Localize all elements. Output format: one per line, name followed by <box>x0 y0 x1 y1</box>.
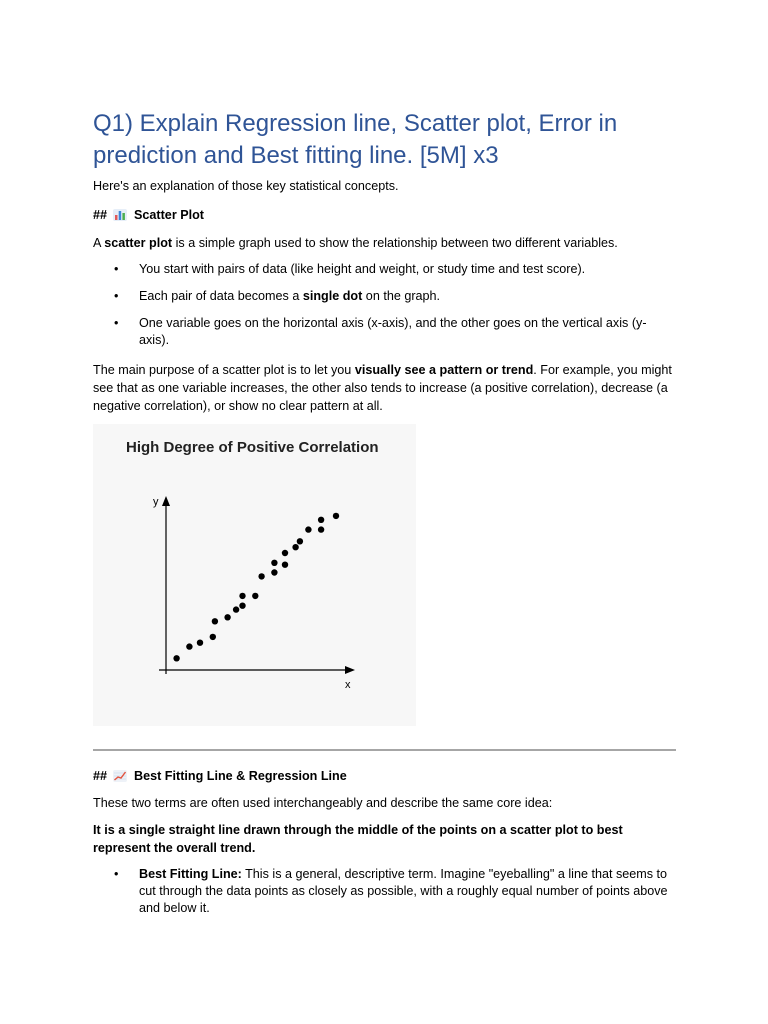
text-run: One variable goes on the horizontal axis (x-axis), and the other goes on the vertical axis (y-axis). <box>139 316 647 347</box>
scatter-point-4 <box>210 634 216 640</box>
scatter-point-11 <box>258 573 264 579</box>
text-run: The main purpose of a scatter plot is to let you <box>93 363 355 377</box>
scatter-point-17 <box>297 538 303 544</box>
scatter-point-2 <box>186 643 192 649</box>
intro-text: Here's an explanation of those key statistical concepts. <box>93 179 399 193</box>
heading-hash: ## <box>93 769 108 783</box>
scatter-point-12 <box>271 569 277 575</box>
best-fit-statement: It is a single straight line drawn through the middle of the points on a scatter plot to best represent the overall trend. <box>93 823 623 855</box>
data-points <box>173 513 339 662</box>
list-item <box>93 288 676 305</box>
scatter-point-9 <box>239 593 245 599</box>
section-divider <box>93 749 676 751</box>
scatter-chart <box>93 424 416 726</box>
scatter-purpose <box>93 361 676 415</box>
chart-title: High Degree of Positive Correlation <box>126 439 379 456</box>
y-axis-arrow <box>162 496 170 506</box>
scatter-point-13 <box>271 560 277 566</box>
scatter-bullets <box>93 261 676 349</box>
list-item <box>93 261 676 278</box>
scatter-point-14 <box>282 562 288 568</box>
text-run: is a simple graph used to show the relationship between two different variables. <box>172 236 618 250</box>
question-title: Q1) Explain Regression line, Scatter plot, Error in prediction and Best fitting line. [5M] x3 <box>93 110 618 169</box>
scatter-point-10 <box>252 593 258 599</box>
bold-term: Best Fitting Line: <box>139 867 242 881</box>
bold-term: single dot <box>302 289 363 303</box>
bar-chart-icon <box>113 209 127 221</box>
text-run: This is a general, descriptive term. Imagine "eyeballing" a line that seems to cut through the data points as closely as possible, with a roughly equal number of points above and below it. <box>139 867 668 915</box>
scatter-figure <box>93 424 416 726</box>
trend-line-icon <box>113 770 127 782</box>
text-run: on the graph. <box>362 289 441 303</box>
scatter-point-19 <box>318 526 324 532</box>
text-run: . For example, you might see that as one variable increases, the other also tends to increase (a positive correlation), decrease (a negative correlation), or show no clear pattern at all. <box>93 363 672 413</box>
scatter-point-5 <box>212 618 218 624</box>
text-run: You start with pairs of data (like height and weight, or study time and test score). <box>139 262 586 276</box>
text-run: Each pair of data becomes a <box>139 289 303 303</box>
scatter-point-8 <box>239 603 245 609</box>
text-run: A <box>93 236 105 250</box>
best-fit-heading <box>93 767 676 785</box>
list-item <box>93 315 676 349</box>
heading-text: Best Fitting Line & Regression Line <box>134 769 347 783</box>
scatter-point-21 <box>333 513 339 519</box>
heading-text: Scatter Plot <box>134 208 205 222</box>
scatter-point-16 <box>292 544 298 550</box>
scatter-point-7 <box>233 606 239 612</box>
scatter-definition <box>93 234 676 252</box>
scatter-point-6 <box>224 614 230 620</box>
scatter-point-20 <box>318 517 324 523</box>
x-axis-label: x <box>345 679 351 691</box>
bold-term: visually see a pattern or trend <box>354 363 534 377</box>
best-fit-intro: These two terms are often used interchangeably and describe the same core idea: <box>93 796 553 810</box>
scatter-point-15 <box>282 550 288 556</box>
scatter-point-3 <box>197 640 203 646</box>
scatter-point-18 <box>305 526 311 532</box>
heading-hash: ## <box>93 208 108 222</box>
bold-term: scatter plot <box>104 236 173 250</box>
list-item <box>93 866 676 917</box>
scatter-plot-heading <box>93 206 676 224</box>
scatter-point-1 <box>173 655 179 661</box>
y-axis-label: y <box>153 496 159 508</box>
best-fit-bullets <box>93 866 676 917</box>
x-axis-arrow <box>345 666 355 674</box>
